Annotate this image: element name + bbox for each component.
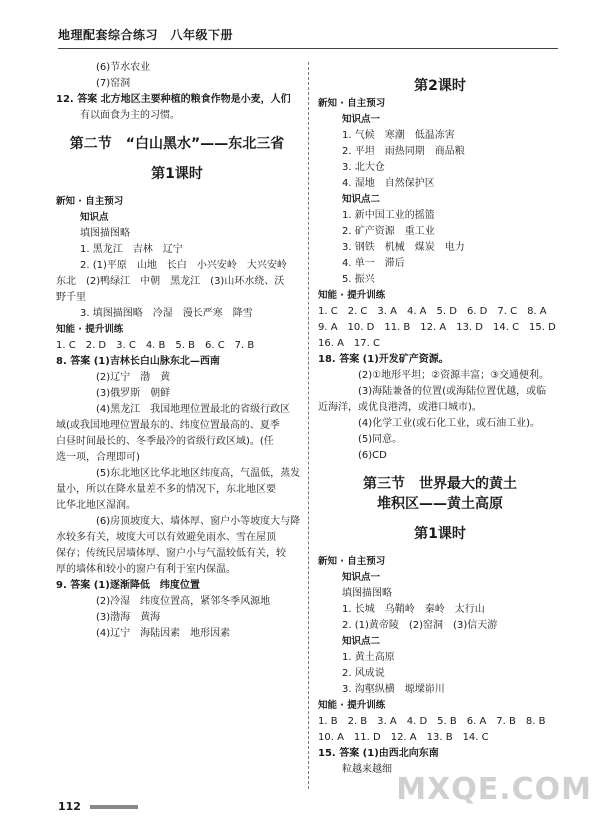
right-column-line: 第2课时 bbox=[414, 78, 466, 94]
left-column-line: 知识点 bbox=[80, 212, 109, 223]
right-column-line: 4. 单一 滞后 bbox=[342, 258, 405, 269]
watermark: MXQE.COM bbox=[396, 772, 592, 807]
right-column-line: 2. 平坦 雨热同期 商品粮 bbox=[342, 146, 465, 157]
right-column-line: 粒越来越细 bbox=[342, 764, 392, 775]
left-column-line: 量小，所以在降水量差不多的情况下，东北地区要 bbox=[56, 484, 276, 495]
right-column-line: 2. 风成说 bbox=[342, 668, 385, 679]
left-column-line bbox=[56, 124, 298, 134]
left-column-line bbox=[56, 154, 298, 164]
right-column-line: (6)CD bbox=[358, 450, 387, 461]
right-column-line: 堆积区——黄土高原 bbox=[377, 496, 503, 512]
header-rule bbox=[58, 48, 558, 49]
right-column-line: (4)化学工业(或石化工业，或石油工业)。 bbox=[358, 418, 540, 429]
left-column-line: (3)渤海 黄海 bbox=[96, 612, 161, 623]
right-column-line: 近海洋，或优良港湾，或港口城市)。 bbox=[318, 402, 482, 413]
left-column-line: 选一项，合理即可) bbox=[56, 452, 140, 463]
left-column-line: 1. C 2. D 3. C 4. B 5. B 6. C 7. B bbox=[56, 340, 255, 351]
right-column-line: 第三节 世界最大的黄土 bbox=[363, 476, 517, 492]
right-column-line: 2. (1)黄帝陵 (2)窑洞 (3)信天游 bbox=[342, 620, 498, 631]
left-column-line: 填图描图略 bbox=[80, 228, 130, 239]
right-column-line: 知识点一 bbox=[342, 572, 381, 583]
right-column-line: 知能 · 提升训练 bbox=[318, 290, 386, 301]
right-column-line: (3)海陆兼备的位置(或海陆位置优越，或临 bbox=[358, 386, 547, 397]
left-column-line: 保存；传统民居墙体厚、窗户小与气温较低有关，较 bbox=[56, 548, 286, 559]
right-column-line: 1. C 2. C 3. A 4. A 5. D 6. D 7. C 8. A bbox=[318, 306, 547, 317]
right-column-line: 1. 长城 乌鞘岭 秦岭 太行山 bbox=[342, 604, 485, 615]
right-column-line: 第1课时 bbox=[414, 526, 466, 542]
page-number: 112 bbox=[58, 800, 81, 813]
right-column-line: 知识点二 bbox=[342, 194, 381, 205]
right-column-line: 1. 气候 寒潮 低温冻害 bbox=[342, 130, 455, 141]
left-column-line: 3. 填图描图略 冷湿 漫长严寒 降雪 bbox=[80, 308, 253, 319]
page-number-bar bbox=[90, 805, 138, 809]
right-column-line bbox=[318, 464, 562, 474]
left-column-line: (6)节水农业 bbox=[96, 62, 151, 73]
right-column-line: (2)①地形平坦；②资源丰富；③交通便利。 bbox=[358, 370, 550, 381]
right-column bbox=[318, 60, 562, 778]
left-column-line: 新知 · 自主预习 bbox=[56, 196, 124, 207]
left-column-line: (7)窑洞 bbox=[96, 78, 131, 89]
right-column-line: 1. 黄土高原 bbox=[342, 652, 395, 663]
right-column-line: 3. 北大仓 bbox=[342, 162, 385, 173]
right-column-line: 1. B 2. B 3. A 4. D 5. B 6. A 7. B 8. B bbox=[318, 716, 546, 727]
left-column-line: 东北 (2)鸭绿江 中朝 黑龙江 (3)山环水绕、沃 bbox=[56, 276, 285, 287]
left-column-line: (6)房顶坡度大、墙体厚、窗户小等坡度大与降 bbox=[96, 516, 301, 527]
right-column-line bbox=[318, 60, 562, 76]
left-column-line bbox=[56, 184, 298, 194]
right-column-line: 3. 沟壑纵横 塬墚峁川 bbox=[342, 684, 445, 695]
right-column-line: 2. 矿产资源 重工业 bbox=[342, 226, 435, 237]
left-column bbox=[56, 60, 301, 642]
left-column-line: 有以面食为主的习惯。 bbox=[80, 110, 180, 121]
left-column-line: 域(或我国地理位置最东的、纬度位置最高的、夏季 bbox=[56, 420, 280, 431]
right-column-line: 3. 钢铁 机械 煤炭 电力 bbox=[342, 242, 465, 253]
left-column-line: 2. (1)平原 山地 长白 小兴安岭 大兴安岭 bbox=[80, 260, 287, 271]
left-column-line: 野千里 bbox=[56, 292, 86, 303]
right-column-line: 新知 · 自主预习 bbox=[318, 556, 386, 567]
left-column-line: 比华北地区湿润。 bbox=[56, 500, 136, 511]
left-column-line: (4)辽宁 海陆因素 地形因素 bbox=[96, 628, 231, 639]
left-column-line: 知能 · 提升训练 bbox=[56, 324, 124, 335]
left-column-line: (3)俄罗斯 朝鲜 bbox=[96, 388, 171, 399]
left-column-line: 1. 黑龙江 吉林 辽宁 bbox=[80, 244, 183, 255]
column-divider bbox=[308, 62, 309, 789]
right-column-line: 9. A 10. D 11. B 12. A 13. D 14. C 15. D bbox=[318, 322, 556, 333]
right-column-line: 16. A 17. C bbox=[318, 338, 380, 349]
right-column-line: 新知 · 自主预习 bbox=[318, 98, 386, 109]
right-column-line: 5. 振兴 bbox=[342, 274, 375, 285]
right-column-line: 4. 湿地 自然保护区 bbox=[342, 178, 435, 189]
left-column-line: 厚的墙体和较小的窗户有利于室内保温。 bbox=[56, 564, 236, 575]
left-column-line: (2)辽宁 渤 黄 bbox=[96, 372, 171, 383]
left-column-line: 白昼时间最长的、冬季最冷的省级行政区域)。(任 bbox=[56, 436, 274, 447]
left-column-line: (5)东北地区比华北地区纬度高，气温低，蒸发 bbox=[96, 468, 301, 479]
right-column-line: 知能 · 提升训练 bbox=[318, 700, 386, 711]
left-column-line: 8. 答案 (1)吉林长白山脉东北—西南 bbox=[56, 356, 220, 367]
left-column-line: 第二节 “白山黑水”——东北三省 bbox=[69, 136, 285, 152]
left-column-line: (2)冷湿 纬度位置高，紧邻冬季风源地 bbox=[96, 596, 271, 607]
right-column-line bbox=[318, 544, 562, 554]
right-column-line: 知识点二 bbox=[342, 636, 381, 647]
right-column-line bbox=[318, 514, 562, 524]
left-column-line: 12. 答案 北方地区主要种植的粮食作物是小麦，人们 bbox=[56, 94, 291, 105]
right-column-line: 18. 答案 (1)开发矿产资源。 bbox=[318, 354, 449, 365]
right-column-line: 知识点一 bbox=[342, 114, 381, 125]
left-column-line: 9. 答案 (1)逐渐降低 纬度位置 bbox=[56, 580, 200, 591]
right-column-line: 1. 新中国工业的摇篮 bbox=[342, 210, 435, 221]
left-column-line: 第1课时 bbox=[151, 166, 203, 182]
right-column-line: 15. 答案 (1)由西北向东南 bbox=[318, 748, 439, 759]
right-column-line: 10. A 11. D 12. A 13. B 14. C bbox=[318, 732, 489, 743]
page-header: 地理配套综合练习 八年级下册 bbox=[58, 28, 234, 42]
right-column-line: 填图描图略 bbox=[342, 588, 392, 599]
right-column-line: (5)同意。 bbox=[358, 434, 403, 445]
left-column-line: (4)黑龙江 我国地理位置最北的省级行政区 bbox=[96, 404, 291, 415]
left-column-line: 水较多有关，坡度大可以有效避免雨水、雪在屋顶 bbox=[56, 532, 276, 543]
